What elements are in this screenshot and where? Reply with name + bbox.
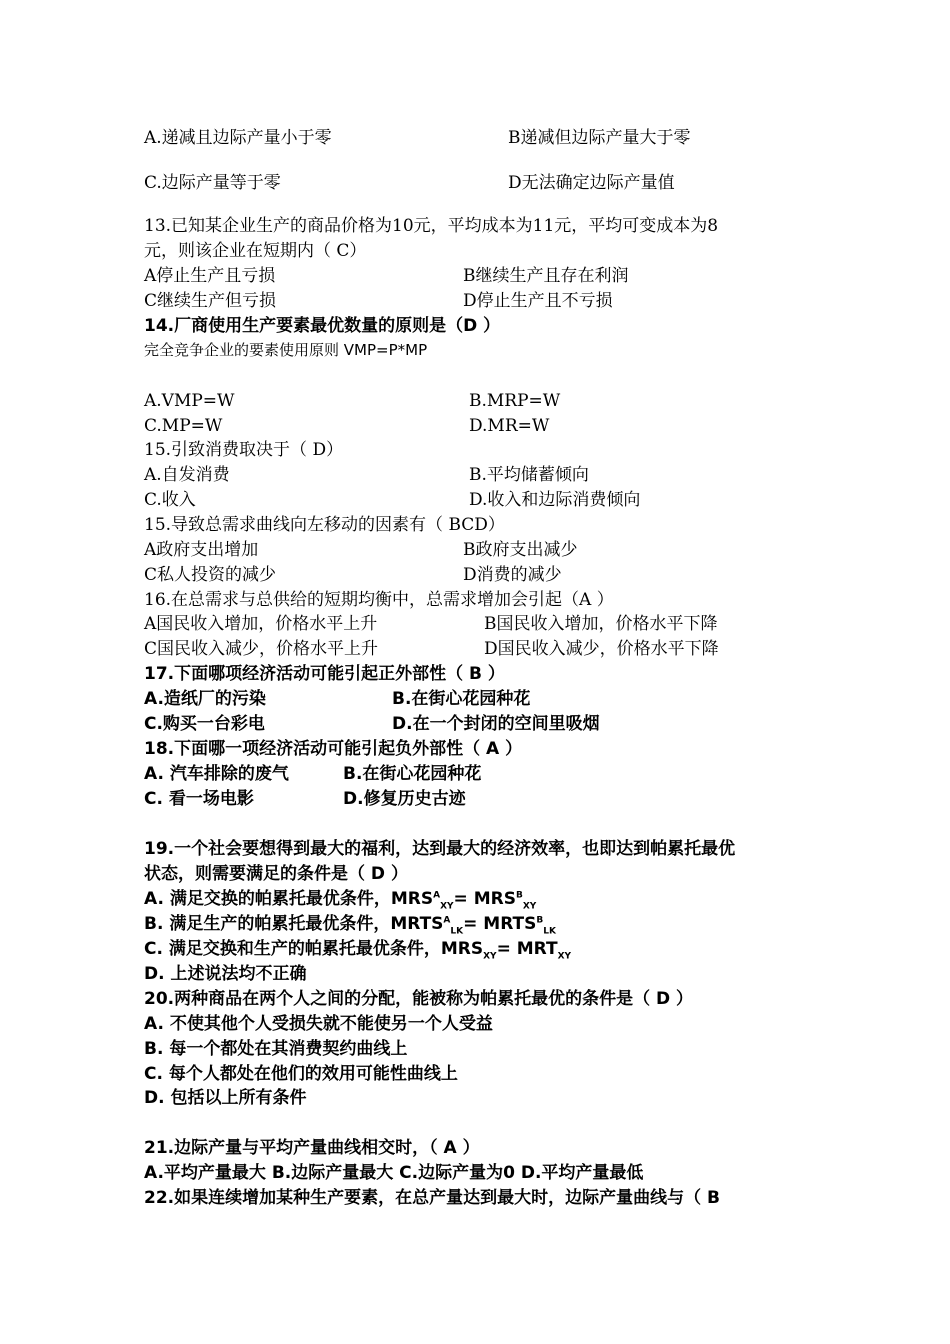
q13-stem-line2: 元，则该企业在短期内（ C） (144, 241, 367, 261)
subscript-lk: LK (450, 926, 464, 937)
q12-option-c: C.边际产量等于零 (144, 173, 281, 193)
q14-option-d: D.MR=W (469, 416, 550, 436)
subscript-xy: XY (483, 951, 497, 962)
q20-option-b: B. 每一个都处在其消费契约曲线上 (144, 1039, 408, 1059)
q15b-option-d: D消费的减少 (463, 565, 562, 585)
q15b-stem: 15.导致总需求曲线向左移动的因素有（ BCD） (144, 515, 505, 535)
q13-option-d: D停止生产且不亏损 (463, 291, 613, 311)
q17-option-c: C.购买一台彩电 (144, 714, 265, 734)
q18-option-d: D.修复历史古迹 (343, 789, 466, 809)
q19-option-d: D. 上述说法均不正确 (144, 964, 307, 984)
q16-option-b: B国民收入增加，价格水平下降 (484, 614, 718, 634)
superscript-b: B (515, 890, 523, 901)
q16-option-d: D国民收入减少，价格水平下降 (484, 639, 719, 659)
q19-option-a-text: A. 满足交换的帕累托最优条件，MRS (144, 889, 434, 909)
q12-option-b: B递减但边际产量大于零 (508, 128, 691, 148)
q20-option-c: C. 每个人都处在他们的效用可能性曲线上 (144, 1064, 458, 1084)
q20-stem: 20.两种商品在两个人之间的分配，能被称为帕累托最优的条件是（ D ） (144, 989, 694, 1009)
q17-option-a: A.造纸厂的污染 (144, 689, 266, 709)
q21-stem: 21.边际产量与平均产量曲线相交时，（ A ） (144, 1138, 480, 1158)
q19-option-b-equals: = MRTS (463, 914, 537, 934)
q22-stem: 22.如果连续增加某种生产要素，在总产量达到最大时，边际产量曲线与（ B (144, 1188, 720, 1208)
q19-option-c (144, 939, 572, 962)
q18-option-b: B.在街心花园种花 (343, 764, 482, 784)
q14-option-c: C.MP=W (144, 416, 223, 436)
q19-option-b (144, 914, 556, 937)
q15a-option-b: B.平均储蓄倾向 (469, 465, 589, 485)
q17-option-d: D.在一个封闭的空间里吸烟 (392, 714, 600, 734)
q16-option-c: C国民收入减少，价格水平上升 (144, 639, 379, 659)
q18-option-a: A. 汽车排除的废气 (144, 764, 289, 784)
superscript-b: B (536, 915, 544, 926)
subscript-xy: XY (557, 951, 572, 962)
q14-stem: 14.厂商使用生产要素最优数量的原则是（D ） (144, 316, 501, 336)
q19-option-c-text: C. 满足交换和生产的帕累托最优条件，MRS (144, 939, 484, 959)
q15a-option-c: C.收入 (144, 490, 196, 510)
q13-option-a: A停止生产且亏损 (144, 266, 276, 286)
q12-option-d: D无法确定边际产量值 (508, 173, 675, 193)
subscript-xy: XY (522, 901, 537, 912)
superscript-a: A (433, 890, 441, 901)
q20-option-a: A. 不使其他个人受损失就不能使另一个人受益 (144, 1014, 493, 1034)
q19-option-a-equals: = MRS (453, 889, 516, 909)
q14-option-a: A.VMP=W (144, 391, 235, 411)
q17-stem: 17.下面哪项经济活动可能引起正外部性（ B ） (144, 664, 505, 684)
q14-option-b: B.MRP=W (469, 391, 561, 411)
q14-note: 完全竞争企业的要素使用原则 VMP=P*MP (144, 341, 428, 359)
q19-stem-line2: 状态，则需要满足的条件是（ D ） (144, 864, 408, 884)
q21-options: A.平均产量最大 B.边际产量最大 C.边际产量为0 D.平均产量最低 (144, 1163, 644, 1183)
q16-stem: 16.在总需求与总供给的短期均衡中，总需求增加会引起（A ） (144, 590, 614, 610)
q12-option-a: A.递减且边际产量小于零 (144, 128, 332, 148)
q18-stem: 18.下面哪一项经济活动可能引起负外部性（ A ） (144, 739, 523, 759)
q13-stem-line1: 13.已知某企业生产的商品价格为10元，平均成本为11元，平均可变成本为8 (144, 216, 719, 236)
q15a-stem: 15.引致消费取决于（ D） (144, 440, 344, 460)
q13-option-b: B继续生产且存在利润 (463, 266, 629, 286)
q20-option-d: D. 包括以上所有条件 (144, 1088, 307, 1108)
superscript-a: A (443, 915, 451, 926)
q13-option-c: C继续生产但亏损 (144, 291, 277, 311)
q19-option-c-equals: = MRT (496, 939, 558, 959)
subscript-lk: LK (543, 926, 556, 937)
q15b-option-c: C私人投资的减少 (144, 565, 277, 585)
subscript-xy: XY (440, 901, 454, 912)
q15a-option-a: A.自发消费 (144, 465, 230, 485)
q19-option-a (144, 889, 537, 912)
q19-option-b-text: B. 满足生产的帕累托最优条件，MRTS (144, 914, 444, 934)
q15b-option-b: B政府支出减少 (463, 540, 578, 560)
q15a-option-d: D.收入和边际消费倾向 (469, 490, 641, 510)
q17-option-b: B.在街心花园种花 (392, 689, 531, 709)
q16-option-a: A国民收入增加，价格水平上升 (144, 614, 378, 634)
q15b-option-a: A政府支出增加 (144, 540, 259, 560)
q18-option-c: C. 看一场电影 (144, 789, 254, 809)
q19-stem-line1: 19.一个社会要想得到最大的福利，达到最大的经济效率，也即达到帕累托最优 (144, 839, 736, 859)
